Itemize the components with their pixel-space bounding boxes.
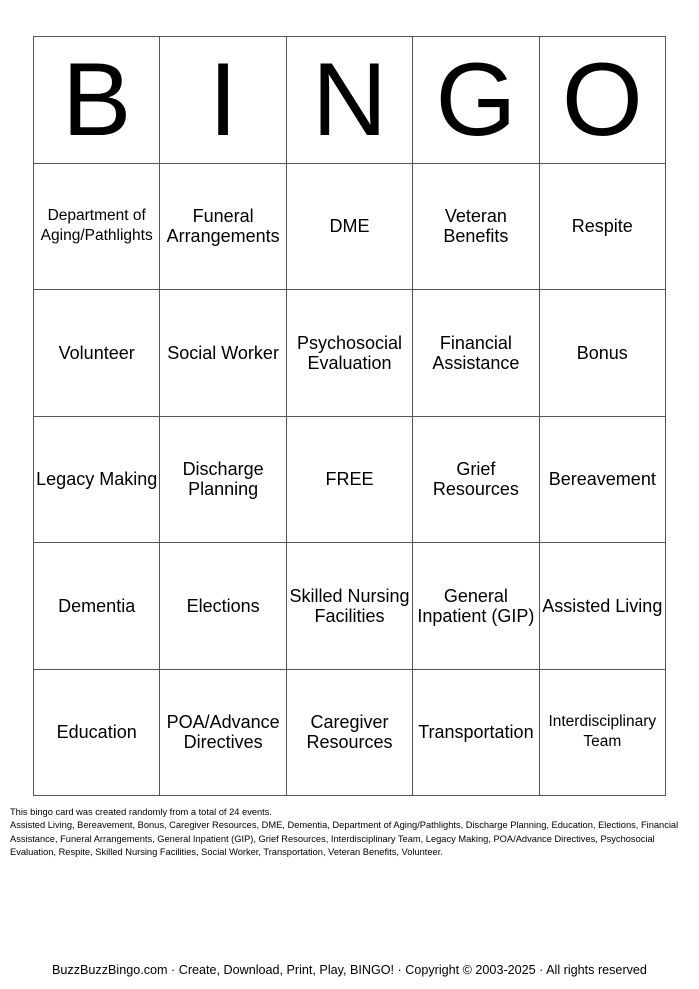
bingo-square: Grief Resources [413,417,539,544]
bingo-square: Skilled Nursing Facilities [287,543,413,670]
footnote-summary: This bingo card was created randomly from a total of 24 events. [10,807,272,817]
copyright-footer: BuzzBuzzBingo.com · Create, Download, Print, Play, BINGO! · Copyright © 2003-2025 · All rights reserved [52,963,647,977]
bingo-square: Respite [540,164,666,291]
bingo-square: Dementia [34,543,160,670]
header-letter-n: N [287,37,413,164]
bingo-square: Veteran Benefits [413,164,539,291]
bingo-square: Financial Assistance [413,290,539,417]
bingo-square: Volunteer [34,290,160,417]
header-letter-o: O [540,37,666,164]
bingo-square: Elections [160,543,286,670]
bingo-square: DME [287,164,413,291]
header-letter-b: B [34,37,160,164]
bingo-square: Bereavement [540,417,666,544]
bingo-square: Interdisciplinary Team [540,670,666,797]
bingo-square: Education [34,670,160,797]
bingo-card [33,36,666,796]
bingo-square: Bonus [540,290,666,417]
footnote-event-list: Assisted Living, Bereavement, Bonus, Caregiver Resources, DME, Dementia, Department of Aging/Pathlights, Discharge Planning, Education, Elections, Financial Assistance, Funeral Arrangements, General Inpatient (GIP), Grief Resources, Interdisciplinary Team, Legacy Making, POA/Advance Directives, Psychosocial Evaluation, Respite, Skilled Nursing Facilities, Social Worker, Transportation, Veteran Benefits, Volunteer. [10,820,679,858]
bingo-square: Legacy Making [34,417,160,544]
bingo-square: Transportation [413,670,539,797]
free-square: FREE [287,417,413,544]
bingo-square: Social Worker [160,290,286,417]
bingo-square: POA/Advance Directives [160,670,286,797]
bingo-square: Psychosocial Evaluation [287,290,413,417]
bingo-square: Funeral Arrangements [160,164,286,291]
bingo-square: Assisted Living [540,543,666,670]
bingo-square: General Inpatient (GIP) [413,543,539,670]
header-letter-g: G [413,37,539,164]
bingo-square: Caregiver Resources [287,670,413,797]
bingo-square: Department of Aging/Pathlights [34,164,160,291]
header-letter-i: I [160,37,286,164]
bingo-square: Discharge Planning [160,417,286,544]
card-footnote [10,806,690,860]
